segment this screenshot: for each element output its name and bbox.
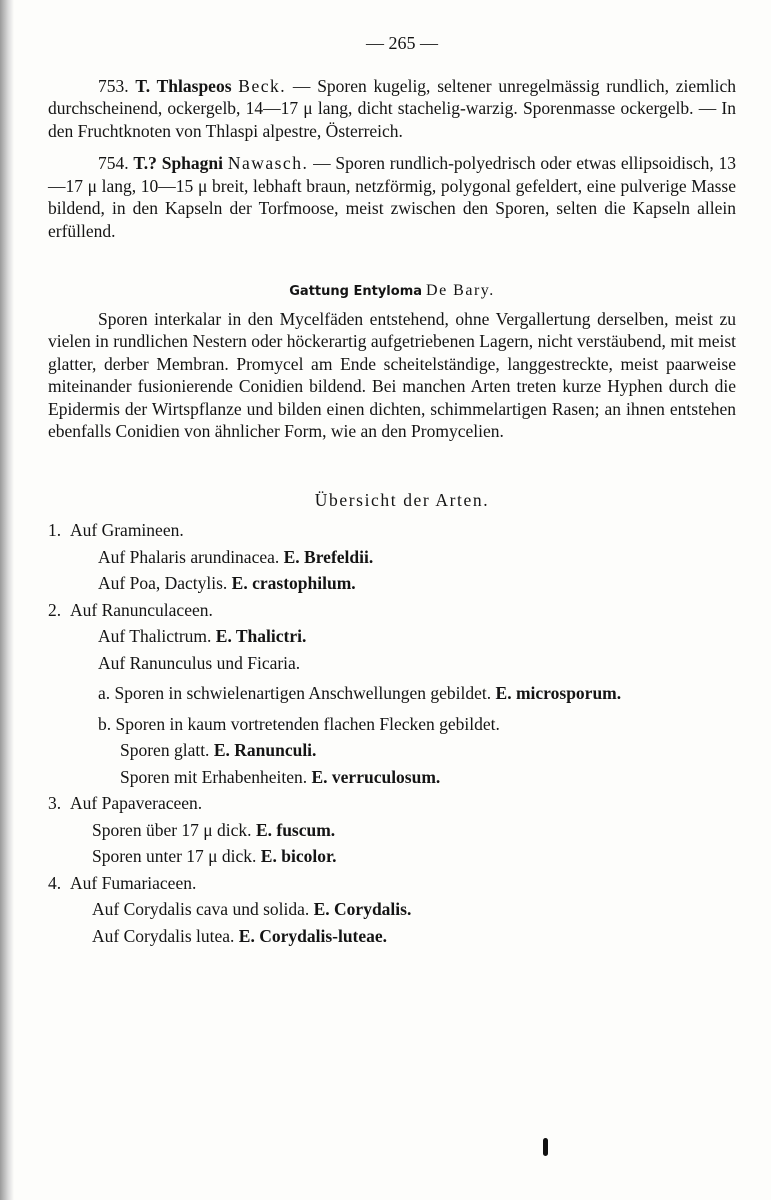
species-name: E. microsporum. xyxy=(495,683,622,703)
key-text: b. Sporen in kaum vortretenden flachen Flecken gebildet. xyxy=(98,713,500,734)
key-text: Sporen mit Erhabenheiten. xyxy=(120,766,308,787)
book-page xyxy=(48,32,736,951)
key-text: Auf Thalictrum. xyxy=(98,626,212,646)
key-text: Auf Phalaris arundinacea. xyxy=(98,546,280,567)
entry-author: Beck. xyxy=(238,75,287,96)
key-text: Sporen glatt. xyxy=(120,740,210,760)
overview-title: Übersicht der Arten. xyxy=(314,489,490,510)
entry-754 xyxy=(48,152,736,242)
group-heading xyxy=(48,519,736,542)
key-text: a. Sporen in schwielenartigen Anschwellungen gebildet. xyxy=(98,683,492,703)
species-name: E. Corydalis. xyxy=(313,899,412,919)
group-number: 1. xyxy=(48,520,62,540)
entry-number: 754. xyxy=(98,153,129,173)
key-line xyxy=(48,546,736,569)
key-line xyxy=(48,766,736,789)
key-text: Sporen unter 17 μ dick. xyxy=(92,846,257,866)
group-heading xyxy=(48,872,736,895)
species-name: E. Brefeldii. xyxy=(283,546,374,567)
entry-taxon: T.? Sphagni xyxy=(133,153,224,173)
key-text: Auf Ranunculus und Ficaria. xyxy=(98,652,301,673)
group-heading xyxy=(48,792,736,815)
ink-speck xyxy=(543,1138,548,1156)
entry-author: Nawasch. xyxy=(227,153,309,173)
species-name: E. verruculosum. xyxy=(311,766,441,787)
key-line xyxy=(48,845,736,868)
species-name: E. fuscum. xyxy=(255,819,336,840)
genus-description: Sporen interkalar in den Mycelfäden entstehend, ohne Vergallertung derselben, meist zu vielen in rundlichen Nestern oder höckerartig aufgetriebenen Lagern, nicht verstäubend, mit meist glatter, derber Membran. Promycel am Ende scheitelständige, langgestreckte, meist paarweise miteinander fusionierende Conidien bildend. Bei manchen Arten treten kurze Hyphen durch die Epidermis der Wirtspflanze und bilden einen dichten, schimmelartigen Rasen; an ihnen entstehen ebenfalls Conidien von ähnlicher Form, wie an den Promycelien. xyxy=(48,308,736,441)
key-line xyxy=(48,925,736,948)
key-line-sub-a xyxy=(48,682,736,705)
genus-author: De Bary. xyxy=(426,282,495,299)
key-line xyxy=(48,819,736,842)
page-number: — 265 — xyxy=(366,33,438,53)
group-label: Auf Gramineen. xyxy=(70,520,184,540)
species-name: E. Thalictri. xyxy=(215,626,307,646)
group-label: Auf Fumariaceen. xyxy=(70,872,197,893)
key-text: Auf Corydalis cava und solida. xyxy=(92,899,310,919)
entry-taxon: T. Thlaspeos xyxy=(135,75,232,96)
key-line xyxy=(48,739,736,762)
host-group-fumariaceen xyxy=(48,872,736,948)
entry-number: 753. xyxy=(98,75,129,96)
key-line xyxy=(48,625,736,648)
entry-753 xyxy=(48,75,736,143)
key-line xyxy=(48,572,736,595)
entry-text: — Sporen kugelig, seltener unregelmässig rundlich, ziemlich durchscheinend, ockergelb, 14—17 μ lang, dicht stachelig-warzig. Sporenmasse ockergelb. — In den Fruchtknoten von Thlaspi alpestre, Österreich. xyxy=(48,75,736,141)
key-text: Auf Poa, Dactylis. xyxy=(98,573,228,593)
key-text: Sporen über 17 μ dick. xyxy=(92,819,252,840)
group-number: 3. xyxy=(48,793,62,813)
species-name: E. Corydalis-luteae. xyxy=(238,925,388,946)
page-gutter-shadow xyxy=(0,0,14,1200)
genus-label: Gattung Entyloma xyxy=(289,284,423,299)
host-group-gramineen xyxy=(48,519,736,595)
species-name: E. crastophilum. xyxy=(231,573,356,593)
group-number: 4. xyxy=(48,872,62,893)
group-label: Auf Papaveraceen. xyxy=(70,793,203,813)
key-line xyxy=(48,898,736,921)
genus-heading xyxy=(48,280,736,304)
key-line xyxy=(48,652,736,675)
group-heading xyxy=(48,599,736,622)
group-label: Auf Ranunculaceen. xyxy=(70,599,213,620)
species-name: E. bicolor. xyxy=(260,846,337,866)
host-group-ranunculaceen xyxy=(48,599,736,789)
host-group-papaveraceen xyxy=(48,792,736,868)
entry-text: — Sporen rundlich-polyedrisch oder etwas ellipsoidisch, 13—17 μ lang, 10—15 μ breit, lebhaft braun, netzförmig, polygonal gefeldert, eine pulverige Masse bildend, in den Kapseln der Torfmoose, meist zwischen den Sporen, selten die Kapseln allein erfüllend. xyxy=(48,153,737,241)
species-name: E. Ranunculi. xyxy=(213,740,317,760)
group-number: 2. xyxy=(48,599,62,620)
key-text: Auf Corydalis lutea. xyxy=(92,925,235,946)
key-line-sub-b xyxy=(48,713,736,736)
